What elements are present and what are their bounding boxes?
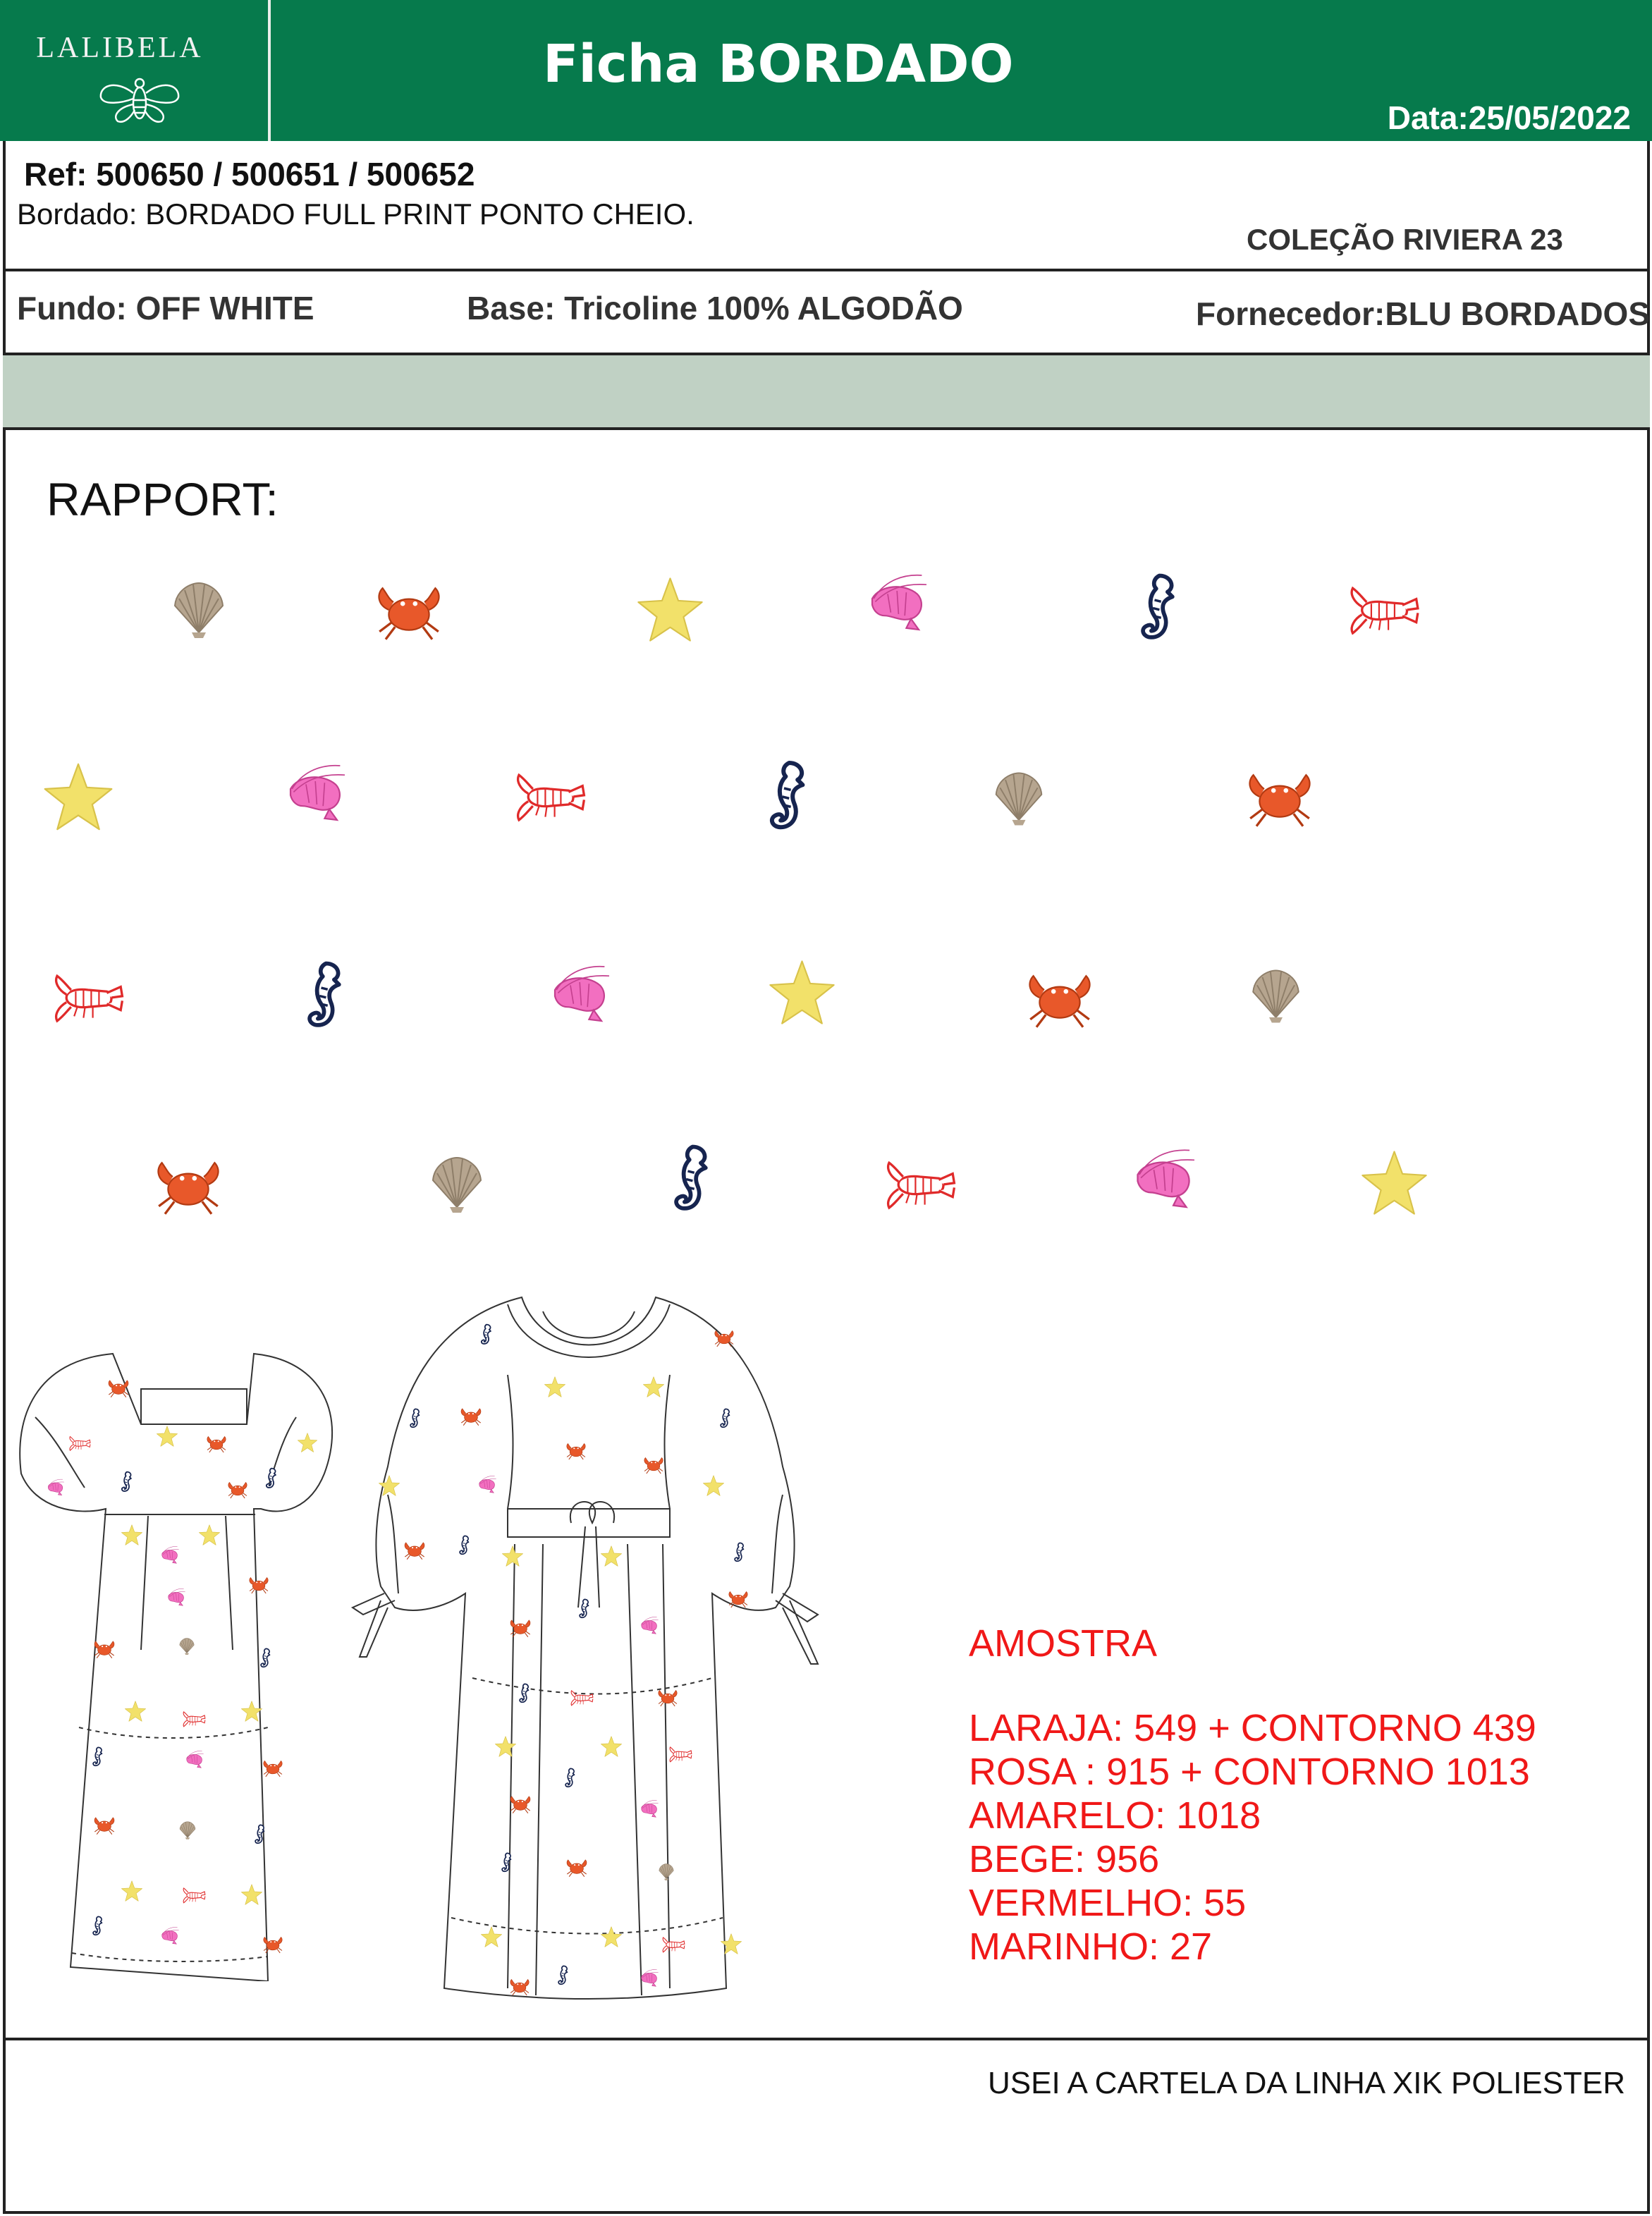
shrimp-icon [853, 568, 938, 645]
divider [3, 2038, 1650, 2040]
star-icon [765, 955, 839, 1029]
seahorse-icon [742, 747, 826, 846]
frame-border-bottom [3, 2211, 1650, 2214]
frame-border-right [1647, 141, 1650, 2214]
divider [3, 269, 1650, 271]
collection-label: COLEÇÃO RIVIERA 23 [1247, 223, 1563, 256]
seahorse-icon [281, 948, 362, 1043]
thread-color-item: MARINHO: 27 [969, 1926, 1213, 1968]
thread-color-item: LARAJA: 549 + CONTORNO 439 [969, 1707, 1536, 1749]
rapport-label: RAPPORT: [47, 473, 279, 525]
crab-icon [1241, 758, 1318, 835]
crab-icon [1021, 959, 1099, 1036]
thread-color-item: BEGE: 956 [969, 1838, 1160, 1880]
base-label: Base: Tricoline 100% ALGODÃO [467, 290, 963, 326]
lobster-icon [1329, 571, 1438, 649]
fundo-label: Fundo: OFF WHITE [17, 290, 314, 326]
shell-icon [1242, 962, 1309, 1029]
star-icon [1357, 1146, 1431, 1220]
sample-title: AMOSTRA [969, 1622, 1158, 1665]
header-bar [0, 0, 1652, 141]
page-title: Ficha BORDADO [543, 34, 1014, 94]
footer-note: USEI A CARTELA DA LINHA XIK POLIESTER [988, 2066, 1625, 2100]
crab-icon [370, 571, 448, 649]
separator-band [3, 353, 1650, 430]
shell-icon [164, 575, 234, 645]
ref-label: Ref: 500650 / 500651 / 500652 [24, 156, 475, 192]
thread-color-item: ROSA : 915 + CONTORNO 1013 [969, 1751, 1530, 1793]
logo [0, 0, 271, 141]
fornecedor-label: Fornecedor:BLU BORDADOS [1196, 295, 1651, 332]
shrimp-icon [1120, 1142, 1204, 1223]
logo-text: LALIBELA [36, 32, 204, 64]
frame-border-left [3, 141, 6, 2214]
bee-icon [94, 72, 185, 128]
date-label: Data:25/05/2022 [1387, 99, 1631, 136]
shell-icon [422, 1149, 492, 1220]
lobster-icon [32, 959, 145, 1036]
lobster-icon [494, 758, 606, 835]
shrimp-icon [271, 758, 356, 835]
thread-color-item: AMARELO: 1018 [969, 1794, 1261, 1837]
shrimp-icon [536, 959, 620, 1036]
dress-sketch-short-sleeve [14, 1333, 338, 1981]
star-icon [633, 573, 707, 647]
seahorse-icon [647, 1132, 728, 1227]
dress-sketch-long-sleeve [331, 1283, 881, 2009]
bordado-label: Bordado: BORDADO FULL PRINT PONTO CHEIO. [17, 197, 695, 231]
shell-icon [984, 765, 1054, 832]
thread-color-item: VERMELHO: 55 [969, 1882, 1247, 1924]
lobster-icon [864, 1146, 977, 1223]
seahorse-icon [1114, 561, 1195, 656]
thread-color-list [969, 1706, 1536, 1969]
star-icon [39, 758, 117, 835]
crab-icon [149, 1146, 227, 1223]
